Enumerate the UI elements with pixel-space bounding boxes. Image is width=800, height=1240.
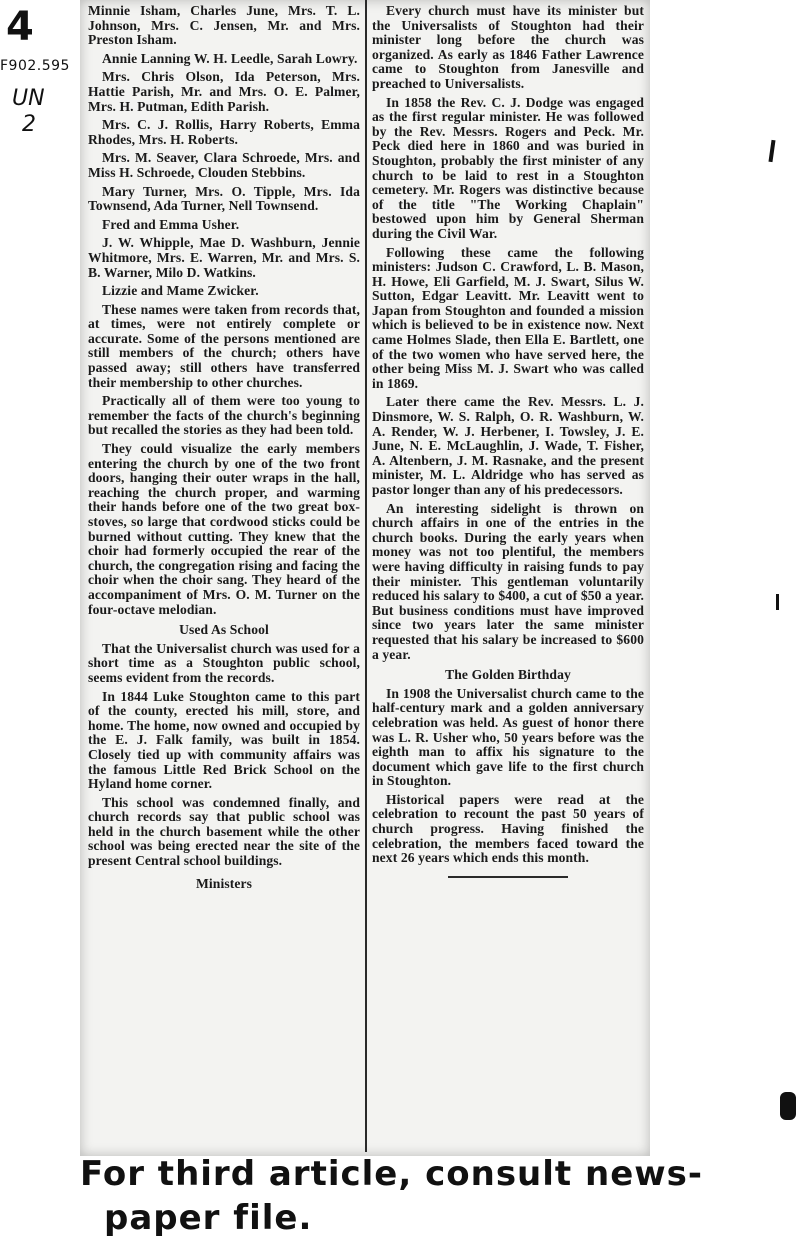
paragraph: These names were taken from records that, at times, were not entirely complete or accurate. Some of the persons mentioned are still members of the church; others have passed away; still others have transferred their membership to other churches.: [88, 301, 360, 390]
reference-un: UN: [12, 86, 45, 111]
margin-mark: [768, 140, 775, 162]
reference-number: 2: [22, 112, 36, 137]
paragraph: In 1858 the Rev. C. J. Dodge was engaged as the first regular minister. He was followed by the Rev. Messrs. Rogers and Peck. Mr. Peck died here in 1860 and was buried in Stoughton, probably the first minister of any church to be laid to rest in a Stoughton cemetery. Mr. Rogers was distinctive because of the title "The Working Chaplain" bestowed upon him by General Sherman during the Civil War.: [372, 94, 644, 241]
paragraph: Mary Turner, Mrs. O. Tipple, Mrs. Ida Townsend, Ada Turner, Nell Townsend.: [88, 183, 360, 214]
paragraph: Practically all of them were too young to remember the facts of the church's beginning but recalled the stories as they had been told.: [88, 393, 360, 438]
paragraph: That the Universalist church was used for a short time as a Stoughton public school, seems evident from the records.: [88, 640, 360, 685]
handwritten-note-line: For third article, consult news-: [80, 1154, 704, 1194]
paragraph: Lizzie and Mame Zwicker.: [102, 283, 259, 299]
paragraph: Later there came the Rev. Messrs. L. J. Dinsmore, W. S. Ralph, O. R. Washburn, W. A. Render, W. J. Herbener, I. Towsley, J. E. June, N. E. McLaughlin, J. Wade, T. Fisher, A. Altenbern, J. M. Rasnake, and the present minister, M. L. Aldridge who has served as pastor longer than any of his predecessors.: [372, 394, 644, 497]
paragraph: In 1908 the Universalist church came to the half-century mark and a golden anniversary celebration was held. As guest of honor there was L. R. Usher who, 50 years before was the eighth man to affix his signature to the document which gave life to the first church in Stoughton.: [372, 685, 644, 789]
paragraph: They could visualize the early members entering the church by one of the two front doors, hanging their outer wraps in the hall, reaching the church proper, and warming their hands before one of the two great box-stoves, so large that cordwood sticks could be burned without cutting. They knew that the choir had formerly occupied the rear of the church, the congregation rising and facing the choir when the choir sang. They heard of the accompaniment of Mrs. O. M. Turner on the four-octave melodian.: [88, 441, 360, 617]
column-divider: [365, 0, 367, 1152]
paragraph: Mrs. M. Seaver, Clara Schroede, Mrs. and Miss H. Schroede, Clouden Stebbins.: [88, 150, 360, 180]
left-column: [88, 4, 360, 891]
paragraph: Annie Lanning W. H. Leedle, Sarah Lowry.: [102, 50, 358, 66]
paragraph: Mrs. C. J. Rollis, Harry Roberts, Emma Rhodes, Mrs. H. Roberts.: [88, 117, 360, 147]
paragraph: J. W. Whipple, Mae D. Washburn, Jennie Whitmore, Mrs. E. Warren, Mr. and Mrs. S. B. Warner, Milo D. Watkins.: [88, 235, 360, 280]
end-rule: [448, 876, 568, 878]
margin-mark: [776, 594, 779, 610]
right-column: [372, 4, 644, 878]
paragraph: Following these came the following ministers: Judson C. Crawford, L. B. Mason, H. Howe, Eli Garfield, M. J. Swart, Silus W. Sutton, Edgar Leavitt. Mr. Leavitt went to Japan from Stoughton and founded a mission which is believed to be in existence now. Next came Holmes Slade, then Ella E. Bartlett, one of the two women who have served here, the other being Miss M. J. Swart who was called in 1869.: [372, 244, 644, 391]
paragraph: Historical papers were read at the celebration to recount the past 50 years of church progress. Having finished the celebration, the members faced toward the next 26 years which ends this month.: [372, 791, 644, 866]
page-number: 4: [6, 4, 34, 50]
paragraph: Fred and Emma Usher.: [102, 216, 240, 232]
section-heading-used-as-school: Used As School: [179, 622, 269, 638]
reference-code: F902.595: [0, 58, 70, 74]
handwritten-note: [80, 1152, 780, 1240]
section-heading-golden-birthday: The Golden Birthday: [445, 667, 571, 683]
paragraph: This school was condemned finally, and church records say that public school was held in the church basement while the other school was being erected near the site of the present Central school buildings.: [88, 794, 360, 869]
paragraph: In 1844 Luke Stoughton came to this part of the county, erected his mill, store, and home. The home, now owned and occupied by the E. J. Falk family, was built in 1854. Closely tied up with community affairs was the famous Little Red Brick School on the Hyland home corner.: [88, 688, 360, 792]
paragraph: Mrs. Chris Olson, Ida Peterson, Mrs. Hattie Parish, Mr. and Mrs. O. E. Palmer, Mrs. H. Putman, Edith Parish.: [88, 69, 360, 114]
margin-mark: [780, 1092, 796, 1120]
paragraph: Every church must have its minister but the Universalists of Stoughton had their minister long before the church was organized. As early as 1846 Father Lawrence came to Stoughton from Janesville and preached to Universalists.: [372, 3, 644, 91]
section-heading-ministers: Ministers: [195, 875, 253, 891]
paragraph: An interesting sidelight is thrown on church affairs in one of the entries in the church books. During the early years when money was not too plentiful, the members were having difficulty in raising funds to pay their minister. This gentleman voluntarily reduced his salary to $400, a cut of $50 a year. But business conditions must have improved since two years later the same minister requested that his salary be increased to $600 a year.: [372, 500, 644, 662]
handwritten-note-line: paper file.: [104, 1198, 313, 1238]
paragraph: Minnie Isham, Charles June, Mrs. T. L. Johnson, Mrs. C. Jensen, Mr. and Mrs. Preston Isham.: [88, 3, 360, 48]
